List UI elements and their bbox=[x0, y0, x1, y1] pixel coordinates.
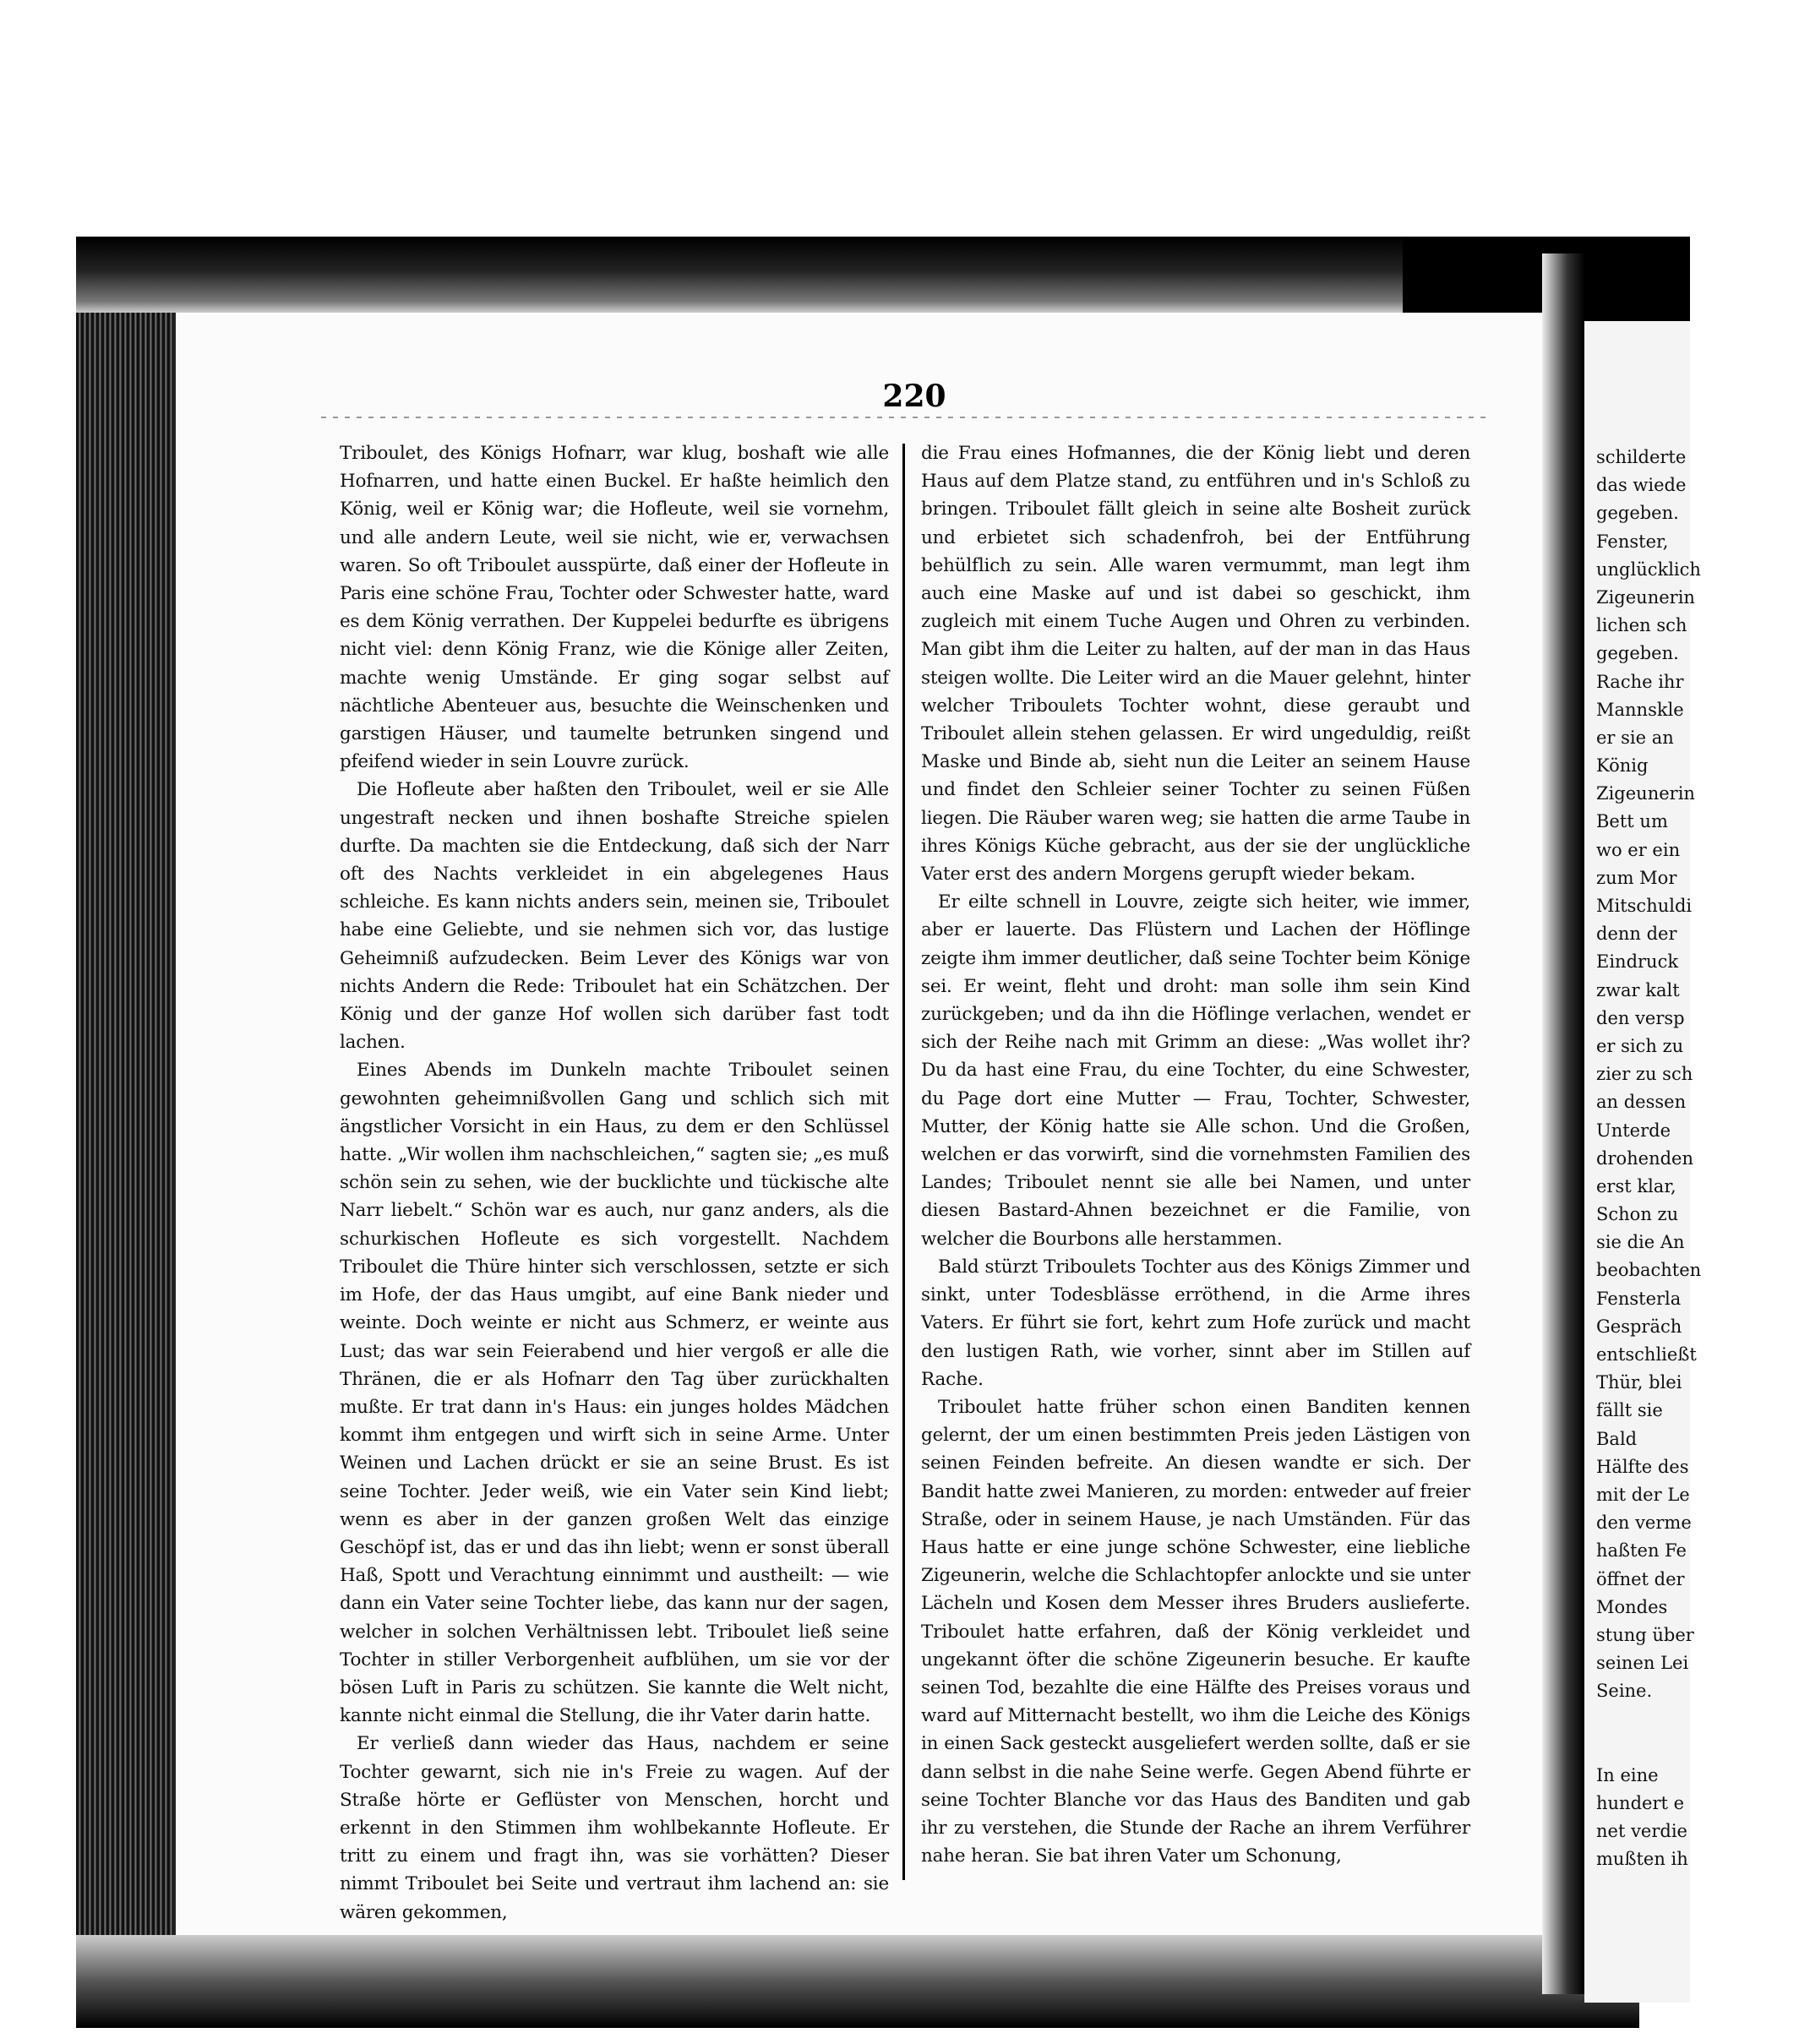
next-page-line: Rache ihr bbox=[1596, 671, 1684, 692]
next-page-line: zwar kalt bbox=[1596, 979, 1680, 1000]
next-page-line: denn der bbox=[1596, 924, 1677, 945]
bottom-shadow bbox=[76, 1935, 1639, 2028]
next-page-line: entschließt bbox=[1596, 1344, 1697, 1365]
paragraph: Triboulet, des Königs Hofnarr, war klug, boshaft wie alle Hofnarren, und hatte einen Buckel. Er haßte heimlich den König, weil er König war; die Hofleute, weil sie vornehm, und alle andern Leute, weil sie nicht, wie er, verwachsen waren. So oft Triboulet ausspürte, daß einer der Hofleute in Paris eine schöne Frau, Tochter oder Schwester hatte, ward es dem König verrathen. Der Kuppelei bedurfte es übrigens nicht viel: denn König Franz, wie die Könige aller Zeiten, machte wenig Umstände. Er ging sogar selbst auf nächtliche Abenteuer aus, besuchte die Weinschenken und garstigen Häuser, und taumelte betrunken singend und pfeifend wieder in sein Louvre zurück. bbox=[340, 443, 889, 773]
next-page-line: unglücklich bbox=[1596, 559, 1701, 580]
next-page-line: gegeben. bbox=[1596, 503, 1679, 524]
next-page-line: zier zu sch bbox=[1596, 1064, 1693, 1085]
next-page-line: an dessen bbox=[1596, 1092, 1687, 1113]
next-page-line: Gespräch bbox=[1596, 1316, 1682, 1337]
next-page-line: das wiede bbox=[1596, 475, 1687, 496]
left-column bbox=[340, 439, 889, 1927]
next-page-line: sie die An bbox=[1596, 1232, 1685, 1253]
next-page-line: fällt sie bbox=[1596, 1400, 1663, 1421]
next-page-line: erst klar, bbox=[1596, 1175, 1676, 1196]
next-page-line: Mannskle bbox=[1596, 699, 1684, 720]
next-page-line: Unterde bbox=[1596, 1120, 1671, 1141]
next-page-line: hundert e bbox=[1596, 1793, 1685, 1813]
paragraph: Er verließ dann wieder das Haus, nachdem er seine Tochter gewarnt, sich nie in's Freie zu wagen. Auf der Straße hörte er Geflüster von Menschen, horcht und erkennt in den Stimmen ihm wohlbekannte Hofleute. Er tritt zu einem und fragt ihn, was sie vorhätten? Dieser nimmt Triboulet bei Seite und vertraut ihm lachend an: sie wären gekommen, bbox=[340, 1733, 889, 1923]
paragraph: die Frau eines Hofmannes, die der König liebt und deren Haus auf dem Platze stand, zu entführen und in's Schloß zu bringen. Triboulet fällt gleich in seine alte Bosheit zurück und erbietet sich schadenfroh, bei der Entführung behülflich zu sein. Alle waren vermummt, man legt ihm auch eine Maske auf und ist dabei so geschickt, ihm zugleich mit einem Tuche Augen und Ohren zu verbinden. Man gibt ihm die Leiter zu halten, auf der man in das Haus steigen wollte. Die Leiter wird an die Mauer gelehnt, hinter welcher Triboulets Tochter wohnt, diese geraubt und Triboulet allein stehen gelassen. Er wird ungeduldig, reißt Maske und Binde ab, sieht nun die Leiter an seinem Hause und findet den Schleier seiner Tochter zu seinen Füßen liegen. Die Räuber waren weg; sie hatten die arme Taube in ihres Königs Küche gebracht, aus der sie der unglückliche Vater erst des andern Morgens gerupft wieder bekam. bbox=[921, 443, 1470, 886]
next-page-line bbox=[1596, 1734, 1799, 1762]
next-page-line: Fenster, bbox=[1596, 531, 1669, 552]
next-page-line: schilderte bbox=[1596, 447, 1687, 467]
next-page-line: Zigeunerin bbox=[1596, 586, 1695, 608]
next-page-line: seinen Lei bbox=[1596, 1653, 1689, 1674]
next-page-text bbox=[1596, 444, 1799, 1874]
next-page-line: er sie an bbox=[1596, 727, 1674, 748]
top-shadow bbox=[76, 237, 1580, 313]
next-page-line: Fensterla bbox=[1596, 1288, 1682, 1309]
next-page-line: In eine bbox=[1596, 1764, 1659, 1785]
next-page-line: Eindruck bbox=[1596, 951, 1679, 973]
next-page-line bbox=[1596, 1705, 1799, 1733]
paragraph: Bald stürzt Triboulets Tochter aus des Königs Zimmer und sinkt, unter Todesblässe erröthend, in die Arme ihres Vaters. Er führt sie fort, kehrt zum Hofe zurück und macht den lustigen Rath, wie vorher, sinnt aber im Stillen auf Rache. bbox=[921, 1256, 1470, 1390]
book-gutter bbox=[1542, 253, 1584, 1994]
next-page-line: haßten Fe bbox=[1596, 1540, 1687, 1562]
next-page-line: Schon zu bbox=[1596, 1204, 1679, 1225]
paragraph: Er eilte schnell in Louvre, zeigte sich heiter, wie immer, aber er lauerte. Das Flüstern und Lachen der Höflinge zeigte ihm immer deutlicher, daß seine Tochter beim Könige sei. Er weint, fleht und droht: man solle ihm sein Kind zurückgeben; und da ihn die Höflinge verlachen, wendet er sich der Reihe nach mit Grimm an diese: „Was wollet ihr? Du da hast eine Frau, du eine Tochter, du eine Schwester, du Page dort eine Mutter — Frau, Tochter, Schwester, Mutter, der König hatte sie Alle schon. Und die Großen, welchen er das vorwirft, sind die vornehmsten Familien des Landes; Triboulet nennt sie alle bei Namen, und unter diesen Bastard-Ahnen bezeichnet er die Familie, von welcher die Bourbons alle herstammen. bbox=[921, 891, 1470, 1250]
next-page-line: öffnet der bbox=[1596, 1568, 1685, 1589]
page-number: 220 bbox=[882, 379, 946, 414]
next-page-line: Seine. bbox=[1596, 1681, 1653, 1702]
next-page-line: net verdie bbox=[1596, 1821, 1687, 1842]
next-page-line: gegeben. bbox=[1596, 643, 1679, 664]
next-page-line: Mitschuldi bbox=[1596, 896, 1693, 916]
next-page-line: Hälfte des bbox=[1596, 1456, 1689, 1477]
next-page-line: den verme bbox=[1596, 1513, 1692, 1534]
next-page-line: Zigeunerin bbox=[1596, 783, 1695, 804]
next-page-line: Mondes bbox=[1596, 1596, 1668, 1617]
next-page-line: den versp bbox=[1596, 1007, 1685, 1028]
next-page-line: drohenden bbox=[1596, 1147, 1693, 1169]
next-page-line: König bbox=[1596, 755, 1649, 777]
next-page-line: Bett um bbox=[1596, 811, 1668, 832]
next-page-line: Bald bbox=[1596, 1428, 1638, 1449]
paragraph: Die Hofleute aber haßten den Triboulet, weil er sie Alle ungestraft necken und ihnen boshafte Streiche spielen durfte. Da machten sie die Entdeckung, daß sich der Narr oft des Nachts verkleidet in ein abgelegenes Haus schleiche. Es kann nichts anders sein, meinen sie, Triboulet habe eine Geliebte, und sie nehmen sich vor, das lustige Geheimniß aufzudecken. Beim Lever des Königs war von nichts Andern die Rede: Triboulet hat ein Schätzchen. Der König und der ganze Hof wollen sich darüber fast todt lachen. bbox=[340, 779, 889, 1054]
next-page-line: lichen sch bbox=[1596, 615, 1687, 636]
next-page-line: mit der Le bbox=[1596, 1484, 1690, 1505]
right-column bbox=[921, 439, 1470, 1927]
next-page-line: wo er ein bbox=[1596, 839, 1681, 860]
column-divider bbox=[902, 444, 905, 1880]
paragraph: Triboulet hatte früher schon einen Banditen kennen gelernt, der um einen bestimmten Preis jeden Lästigen von seinen Feinden befreite. An diesen wandte er sich. Der Bandit hatte zwei Manieren, zu morden: entweder auf freier Straße, oder in seinem Hause, je nach Umständen. Für das Haus hatte er eine junge schöne Schwester, eine liebliche Zigeunerin, welche die Schlachtopfer anlockte und sie unter Lächeln und Kosen dem Messer ihres Bruders auslieferte. Triboulet hatte erfahren, daß der König verkleidet und ungekannt öfter die schöne Zigeunerin besuche. Er kaufte seinen Tod, bezahlte die eine Hälfte des Preises voraus und ward auf Mitternacht bestellt, wo ihm die Leiche des Königs in einen Sack gesteckt ausgeliefert werden sollte, daß er sie dann selbst in die nahe Seine werfe. Gegen Abend führte er seine Tochter Blanche vor das Haus des Banditen und gab ihr zu verstehen, die Stunde der Rache an ihrem Verführer nahe heran. Sie bat ihren Vater um Schonung, bbox=[921, 1396, 1470, 1867]
next-page-line: beobachten bbox=[1596, 1260, 1702, 1281]
next-page-line: zum Mor bbox=[1596, 867, 1677, 888]
next-page-edge bbox=[1584, 321, 1702, 2003]
book-page-edges bbox=[76, 237, 177, 2028]
next-page-line: er sich zu bbox=[1596, 1035, 1684, 1056]
paragraph: Eines Abends im Dunkeln machte Triboulet seinen gewohnten geheimnißvollen Gang und schlich sich mit ängstlicher Vorsicht in ein Haus, zu dem er den Schlüssel hatte. „Wir wollen ihm nachschleichen,“ sagten sie; „es muß schön sein zu sehen, wie der bucklichte und tückische alte Narr liebelt.“ Schön war es auch, nur ganz anders, als die schurkischen Hofleute es sich vorgestellt. Nachdem Triboulet die Thüre hinter sich verschlossen, setzte er sich im Hofe, der das Haus umgibt, auf eine Bank nieder und weinte. Doch weinte er nicht aus Schmerz, er weinte aus Lust; das war sein Feierabend und hier vergoß er alle die Thränen, die er als Hofnarr den Tag über zurückhalten mußte. Er trat dann in's Haus: ein junges holdes Mädchen kommt ihm entgegen und wirft sich in seine Arme. Unter Weinen und Lachen drückt er sie an seine Brust. Es ist seine Tochter. Jeder weiß, wie ein Vater sein Kind liebt; wenn es aber in der ganzen großen Welt das einzige Geschöpf ist, das er und das ihn liebt; wenn er sonst überall Haß, Spott und Verachtung einnimmt und austheilt: — wie dann ein Vater seine Tochter liebe, das kann nur der sagen, welcher in solchen Verhältnissen lebt. Triboulet ließ seine Tochter in stiller Verborgenheit aufblühen, um sie vor der bösen Luft in Paris zu schützen. Sie kannte die Welt nicht, kannte nicht einmal die Stellung, die ihr Vater darin hatte. bbox=[340, 1060, 889, 1727]
header-rule bbox=[321, 417, 1487, 418]
next-page-line: Thür, blei bbox=[1596, 1372, 1682, 1393]
next-page-line: stung über bbox=[1596, 1624, 1694, 1645]
next-page-line: mußten ih bbox=[1596, 1849, 1688, 1870]
